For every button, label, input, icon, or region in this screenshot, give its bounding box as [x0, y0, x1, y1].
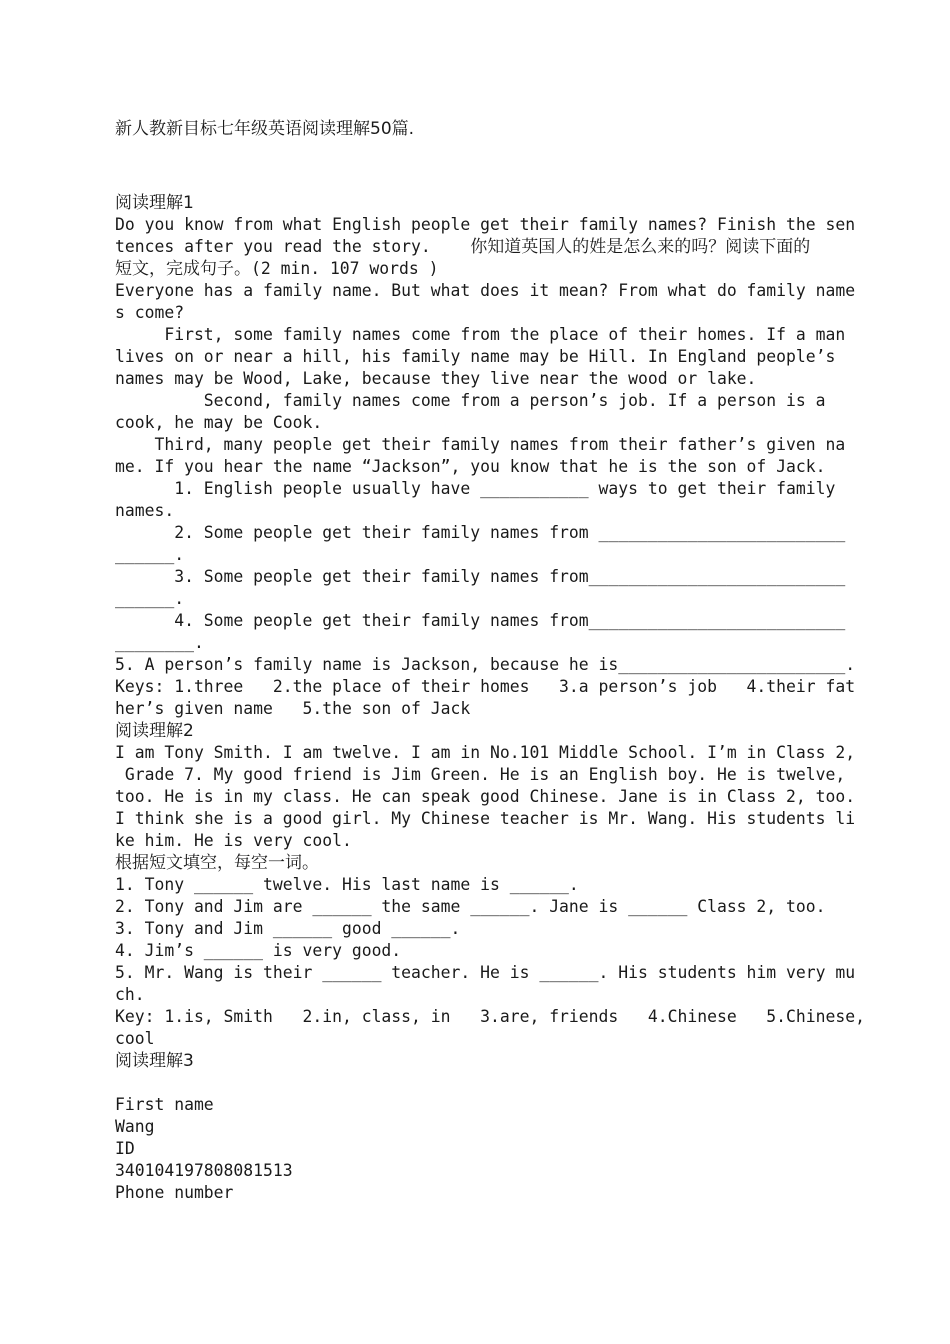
question-line: ________. [115, 633, 204, 652]
text-line: too. He is in my class. He can speak good Chinese. Jane is in Class 2, too. [115, 787, 856, 806]
text-line: I think she is a good girl. My Chinese teacher is Mr. Wang. His students li [115, 809, 856, 828]
question-line: ______. [115, 589, 185, 608]
question-line: 3. Tony and Jim ______ good ______. [115, 919, 461, 938]
text-line: lives on or near a hill, his family name may be Hill. In England people’s [115, 347, 836, 366]
question-line: 2. Some people get their family names from _________________________ [115, 523, 846, 542]
question-line: 1. Tony ______ twelve. His last name is ______. [115, 875, 579, 894]
question-line: 3. Some people get their family names from__________________________ [115, 567, 846, 586]
question-line: ______. [115, 545, 185, 564]
question-line: 4. Jim’s ______ is very good. [115, 941, 402, 960]
section-heading-3: 阅读理解3 [115, 1051, 194, 1071]
text-segment: tences after you read the story. [115, 237, 431, 256]
text-line: me. If you hear the name “Jackson”, you know that he is the son of Jack. [115, 457, 826, 476]
spacer [115, 140, 837, 192]
form-field-value: 340104197808081513 [115, 1161, 293, 1180]
form-field-label: Phone number [115, 1183, 234, 1202]
question-line: names. [115, 501, 175, 520]
form-field-label: ID [115, 1139, 135, 1158]
answer-key-line: Key: 1.is, Smith 2.in, class, in 3.are, friends 4.Chinese 5.Chinese, [115, 1007, 865, 1026]
question-line: 5. Mr. Wang is their ______ teacher. He is ______. His students him very mu [115, 963, 856, 982]
chinese-text: 你知道英国人的姓是怎么来的吗？阅读下面的 [470, 237, 811, 257]
form-field-label: First name [115, 1095, 214, 1114]
text-line: Second, family names come from a person’s job. If a person is a [115, 391, 826, 410]
text-line: s come? [115, 303, 185, 322]
text-line: ke him. He is very cool. [115, 831, 352, 850]
document-body [115, 118, 865, 1204]
text-line: Grade 7. My good friend is Jim Green. He is an English boy. He is twelve, [115, 765, 846, 784]
text-line: I am Tony Smith. I am twelve. I am in No.101 Middle School. I’m in Class 2, [115, 743, 856, 762]
text-line: Do you know from what English people get their family names? Finish the sen [115, 215, 856, 234]
question-line: 4. Some people get their family names from__________________________ [115, 611, 846, 630]
text-line: First, some family names come from the place of their homes. If a man [115, 325, 846, 344]
text-line: Everyone has a family name. But what does it mean? From what do family name [115, 281, 856, 300]
form-field-value: Wang [115, 1117, 155, 1136]
text-segment: (2 min. 107 words ) [251, 259, 439, 278]
question-line: ch. [115, 985, 145, 1004]
section-heading-1: 阅读理解1 [115, 193, 194, 213]
section-heading-2: 阅读理解2 [115, 721, 194, 741]
chinese-text: 短文，完成句子。 [115, 259, 251, 279]
spacer [115, 1072, 837, 1094]
text-line-mixed [115, 258, 837, 280]
answer-key-line: her’s given name 5.the son of Jack [115, 699, 471, 718]
answer-key-line: cool [115, 1029, 155, 1048]
text-line: names may be Wood, Lake, because they live near the wood or lake. [115, 369, 757, 388]
text-line: Third, many people get their family names from their father’s given na [115, 435, 846, 454]
text-line-mixed [115, 236, 837, 258]
question-line: 5. A person’s family name is Jackson, because he is_______________________. [115, 655, 856, 674]
question-line: 2. Tony and Jim are ______ the same ______. Jane is ______ Class 2, too. [115, 897, 826, 916]
text-line: cook, he may be Cook. [115, 413, 323, 432]
instruction-line: 根据短文填空，每空一词。 [115, 853, 319, 873]
answer-key-line: Keys: 1.three 2.the place of their homes 3.a person’s job 4.their fat [115, 677, 856, 696]
document-title: 新人教新目标七年级英语阅读理解50篇. [115, 119, 415, 139]
question-line: 1. English people usually have ___________ ways to get their family [115, 479, 836, 498]
